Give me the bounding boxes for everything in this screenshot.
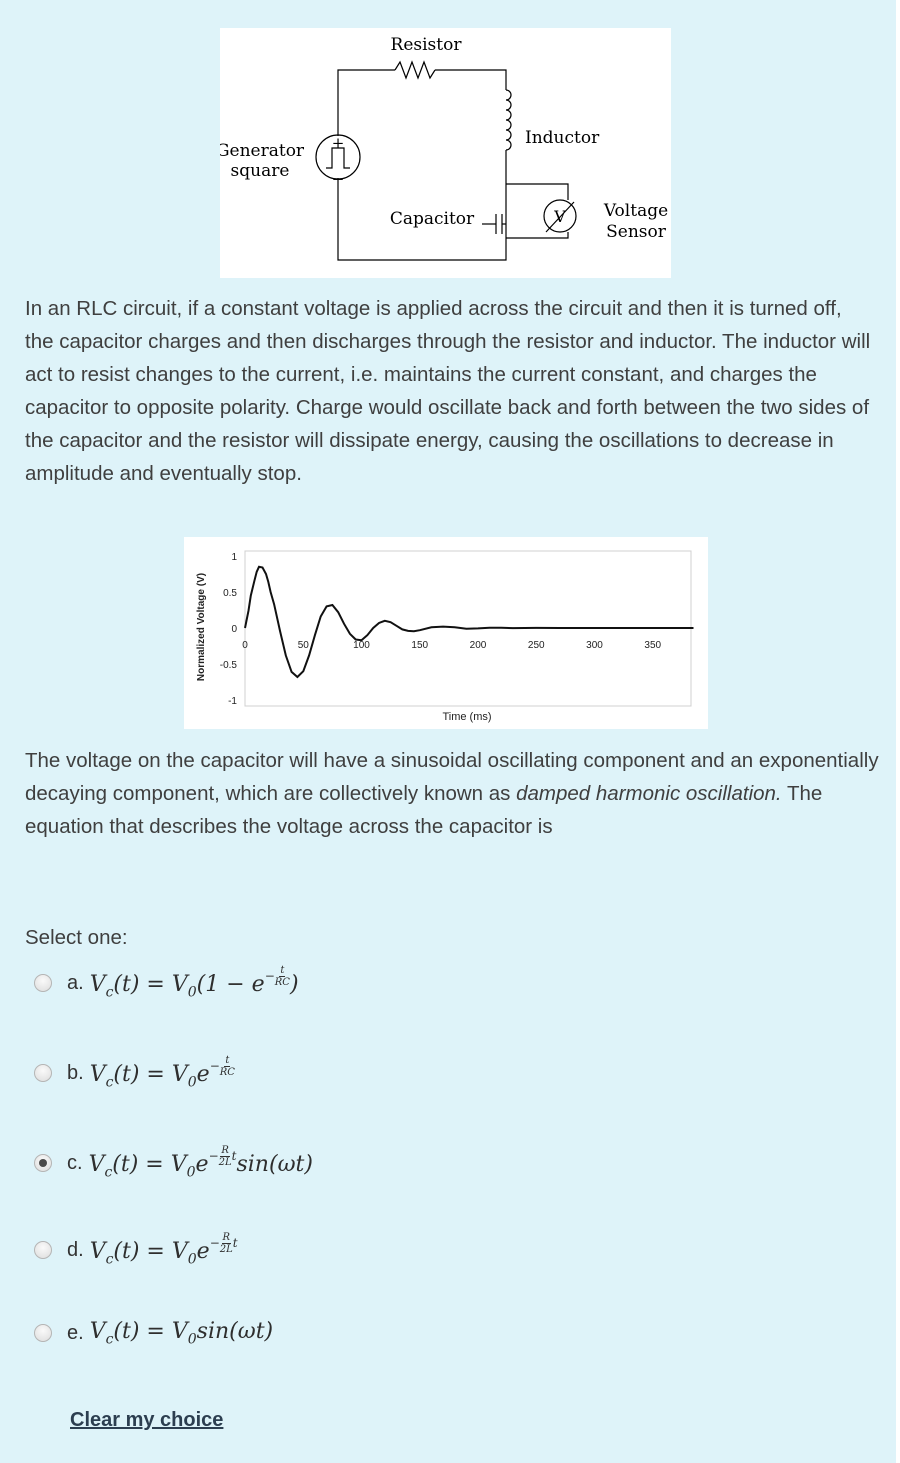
x-axis-label: Time (ms) — [442, 711, 492, 723]
rhs-symbol: V — [171, 1239, 188, 1265]
rhs-prefix: (1 − e — [196, 972, 265, 998]
answer-option[interactable] — [34, 963, 299, 1003]
lhs-symbol: V — [89, 972, 106, 998]
x-tick-label: 150 — [411, 640, 429, 651]
exponent-tail: t — [232, 1236, 238, 1251]
option-equation — [90, 1319, 273, 1347]
exponent-tail: t — [231, 1149, 237, 1164]
rhs-subscript: 0 — [187, 1331, 197, 1348]
rhs-subscript: 0 — [187, 1251, 197, 1268]
fraction-denominator: RC — [219, 1067, 235, 1079]
fraction-numerator: R — [222, 1232, 231, 1244]
rhs-symbol: V — [171, 1062, 188, 1088]
exponent-sign: − — [209, 1059, 220, 1074]
generator-plus: + — [331, 134, 345, 152]
select-one-label: Select one: — [25, 926, 128, 949]
option-letter: b. — [67, 1061, 84, 1084]
exponent — [209, 1145, 237, 1168]
circuit-svg — [220, 28, 671, 278]
radio-button[interactable] — [34, 974, 52, 992]
explanation-text-1: The voltage on the capacitor will have a sinusoidal oscillating component and an exponentially decaying component, which are collectively known as — [25, 749, 879, 805]
damped-oscillation-chart — [184, 537, 708, 729]
resistor-label: Resistor — [390, 35, 462, 55]
lhs-rest: (t) = — [113, 1239, 172, 1265]
generator-minus: − — [331, 170, 345, 188]
lhs-subscript: c — [104, 1164, 113, 1181]
rhs-symbol: V — [170, 1152, 187, 1178]
x-tick-label: 50 — [297, 640, 309, 651]
lhs-symbol: V — [88, 1152, 105, 1178]
fraction-numerator: R — [221, 1145, 229, 1157]
y-tick-label: 0 — [231, 624, 237, 635]
rhs-suffix: sin(ωt) — [236, 1152, 313, 1178]
x-tick-label: 100 — [353, 640, 370, 651]
lhs-rest: (t) = — [112, 1152, 171, 1178]
exponent-sign: − — [208, 1149, 219, 1164]
exponent-fraction — [220, 1055, 235, 1078]
exponent — [210, 1055, 235, 1078]
answer-option[interactable] — [34, 1143, 313, 1183]
option-letter: a. — [67, 971, 84, 994]
lhs-rest: (t) = — [113, 972, 172, 998]
voltmeter-letter: V — [554, 207, 566, 226]
exponent-fraction — [220, 1232, 233, 1255]
answer-option[interactable] — [34, 1313, 273, 1353]
rhs-subscript: 0 — [187, 984, 197, 1001]
exponent — [210, 1232, 238, 1255]
option-equation — [89, 1145, 313, 1180]
resistor-symbol — [395, 62, 435, 78]
option-equation — [90, 965, 299, 1000]
rlc-circuit-diagram — [220, 28, 671, 278]
fraction-denominator: 2L — [218, 1157, 232, 1169]
x-tick-label: 0 — [242, 640, 248, 651]
answer-option[interactable] — [34, 1053, 235, 1093]
inductor-label: Inductor — [525, 128, 600, 148]
rhs-prefix: e — [196, 1239, 210, 1265]
radio-button[interactable] — [34, 1064, 52, 1082]
rhs-subscript: 0 — [186, 1164, 196, 1181]
radio-button[interactable] — [34, 1324, 52, 1342]
option-equation — [90, 1232, 238, 1267]
x-tick-label: 350 — [644, 640, 662, 651]
fraction-numerator: t — [280, 965, 285, 977]
capacitor-label: Capacitor — [389, 209, 475, 229]
radio-button[interactable] — [34, 1154, 52, 1172]
lhs-symbol: V — [89, 1318, 106, 1344]
option-letter: c. — [67, 1151, 83, 1174]
y-tick-label: -0.5 — [219, 660, 237, 671]
lhs-rest: (t) = — [113, 1062, 172, 1088]
rhs-prefix: e — [195, 1152, 209, 1178]
rhs-symbol: V — [171, 1318, 188, 1344]
option-letter: d. — [67, 1238, 84, 1261]
lhs-subscript: c — [105, 1074, 114, 1091]
intro-paragraph: In an RLC circuit, if a constant voltage is applied across the circuit and then it is turned off, the capacitor charges and then discharges through the resistor and inductor. The inductor will act to resist changes to the current, i.e. maintains the current constant, and charges the capacitor to opposite polarity. Charge would oscillate back and forth between the two sides of the capacitor and the resistor will dissipate energy, causing the oscillations to decrease in amplitude and eventually stop. — [25, 297, 871, 485]
clear-choice-link[interactable]: Clear my choice — [70, 1409, 224, 1431]
lhs-rest: (t) = — [113, 1318, 172, 1344]
option-letter: e. — [67, 1321, 84, 1344]
generator-label-line1: Generator — [220, 141, 305, 161]
rhs-prefix: sin(ωt) — [196, 1318, 274, 1344]
y-axis-label: Normalized Voltage (V) — [196, 572, 207, 682]
explanation-text-2: The equation that describes the voltage across the capacitor is — [25, 782, 823, 838]
lhs-symbol: V — [89, 1062, 106, 1088]
radio-button[interactable] — [34, 1241, 52, 1259]
y-tick-label: 0.5 — [223, 588, 237, 599]
option-equation — [90, 1055, 235, 1090]
answer-option[interactable] — [34, 1230, 238, 1270]
x-tick-label: 250 — [527, 640, 545, 651]
sensor-label-line2: Sensor — [606, 222, 666, 242]
exponent-fraction — [219, 1145, 232, 1168]
explanation-emphasis: damped harmonic oscillation. — [516, 782, 782, 805]
fraction-denominator: 2L — [219, 1244, 233, 1256]
rhs-prefix: e — [196, 1062, 210, 1088]
exponent-sign: − — [209, 1236, 220, 1251]
rhs-symbol: V — [171, 972, 188, 998]
lhs-subscript: c — [105, 1331, 114, 1348]
y-tick-label: 1 — [231, 552, 237, 563]
exponent-fraction — [275, 965, 290, 988]
exponent — [265, 965, 290, 988]
rhs-suffix: ) — [289, 972, 299, 998]
chart-svg — [184, 537, 708, 729]
lhs-symbol: V — [89, 1239, 106, 1265]
x-tick-label: 300 — [586, 640, 603, 651]
sensor-label-line1: Voltage — [603, 201, 669, 221]
inductor-symbol — [506, 90, 511, 150]
exponent-sign: − — [264, 969, 275, 984]
lhs-subscript: c — [105, 1251, 114, 1268]
fraction-numerator: t — [225, 1055, 230, 1067]
x-tick-label: 200 — [469, 640, 487, 651]
generator-label-line2: square — [230, 161, 290, 181]
rhs-subscript: 0 — [187, 1074, 197, 1091]
explanation-paragraph — [25, 744, 885, 843]
voltage-series-line — [245, 567, 694, 677]
lhs-subscript: c — [105, 984, 114, 1001]
y-tick-label: -1 — [228, 696, 237, 707]
fraction-denominator: RC — [274, 977, 290, 989]
